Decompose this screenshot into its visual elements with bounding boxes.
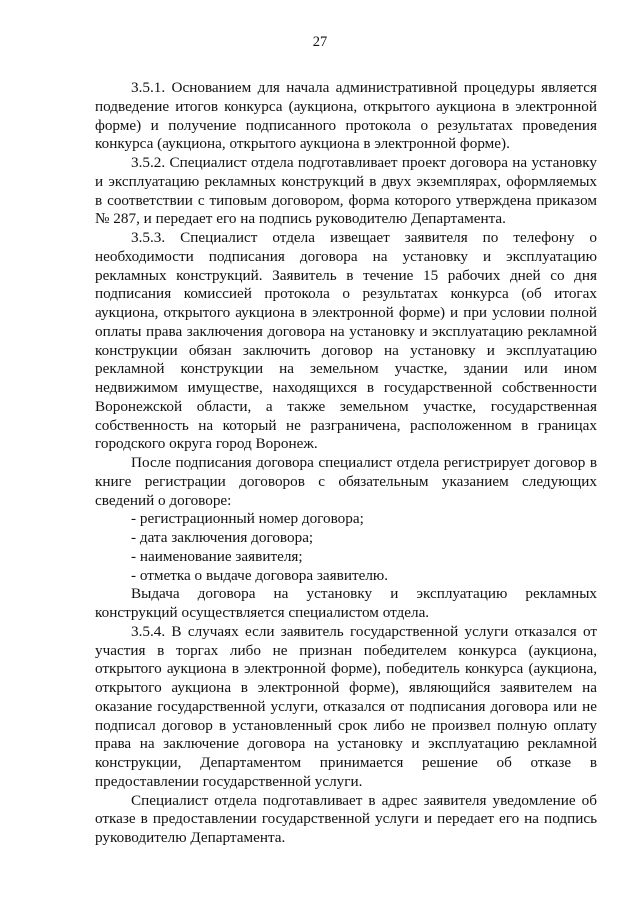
- list-item: - наименование заявителя;: [131, 547, 303, 565]
- list-item: - регистрационный номер договора;: [131, 510, 364, 528]
- paragraph-3-5-1: 3.5.1. Основанием для начала административной процедуры является подведение итогов конкурса (аукциона, открытого аукциона в электронной форме) и получение подписанного протокола о результатах проведения конкурса (аукциона, открытого аукциона в электронной форме).: [95, 79, 597, 153]
- list-item: - дата заключения договора;: [131, 529, 314, 546]
- paragraph-refusal-notice: Специалист отдела подготавливает в адрес заявителя уведомление об отказе в предоставлении государственной услуги и передает его на подпись руководителю Департамента.: [95, 791, 597, 846]
- paragraph-registration: После подписания договора специалист отдела регистрирует договор в книге регистрации договоров с обязательным указанием следующих сведений о договоре:: [95, 454, 597, 509]
- paragraph-3-5-4: 3.5.4. В случаях если заявитель государственной услуги отказался от участия в торгах либо не признан победителем конкурса (аукциона, открытого аукциона в электронной форме), победитель конкурса (аукциона, открытого аукциона в электронной форме), являющийся заявителем на оказание государственной услуги, отказался от подписания договора или не подписал договор в установленный срок либо не произвел полную оплату права на заключение договора на установку и эксплуатацию рекламной конструкции, Департаментом принимается решение об отказе в предоставлении государственной услуги.: [95, 622, 597, 790]
- page-number: 27: [312, 34, 328, 50]
- paragraph-3-5-3: 3.5.3. Специалист отдела извещает заявителя по телефону о необходимости подписания договора на установку и эксплуатацию рекламных конструкций. Заявитель в течение 15 рабочих дней со дня подписания комиссией протокола о результатах конкурса (об итогах аукциона, открытого аукциона в электронной форме) и при условии полной оплаты права заключения договора на установку и эксплуатацию рекламной конструкции обязан заключить договор на установку и эксплуатацию рекламной конструкции на земельном участке, здании или ином недвижимом имуществе, находящихся в государственной собственности Воронежской области, а также земельном участке, государственная собственность на который не разграничена, расположенном в границах городского округа город Воронеж.: [95, 229, 597, 453]
- list-item: - отметка о выдаче договора заявителю.: [131, 566, 389, 584]
- paragraph-3-5-2: 3.5.2. Специалист отдела подготавливает проект договора на установку и эксплуатацию рекламных конструкций в двух экземплярах, оформляемых в соответствии с типовым договором, форма которого утверждена приказом № 287, и передает его на подпись руководителю Департамента.: [95, 154, 597, 228]
- paragraph-issuance: Выдача договора на установку и эксплуатацию рекламных конструкций осуществляется специалистом отдела.: [95, 585, 597, 621]
- document-body: [95, 79, 597, 848]
